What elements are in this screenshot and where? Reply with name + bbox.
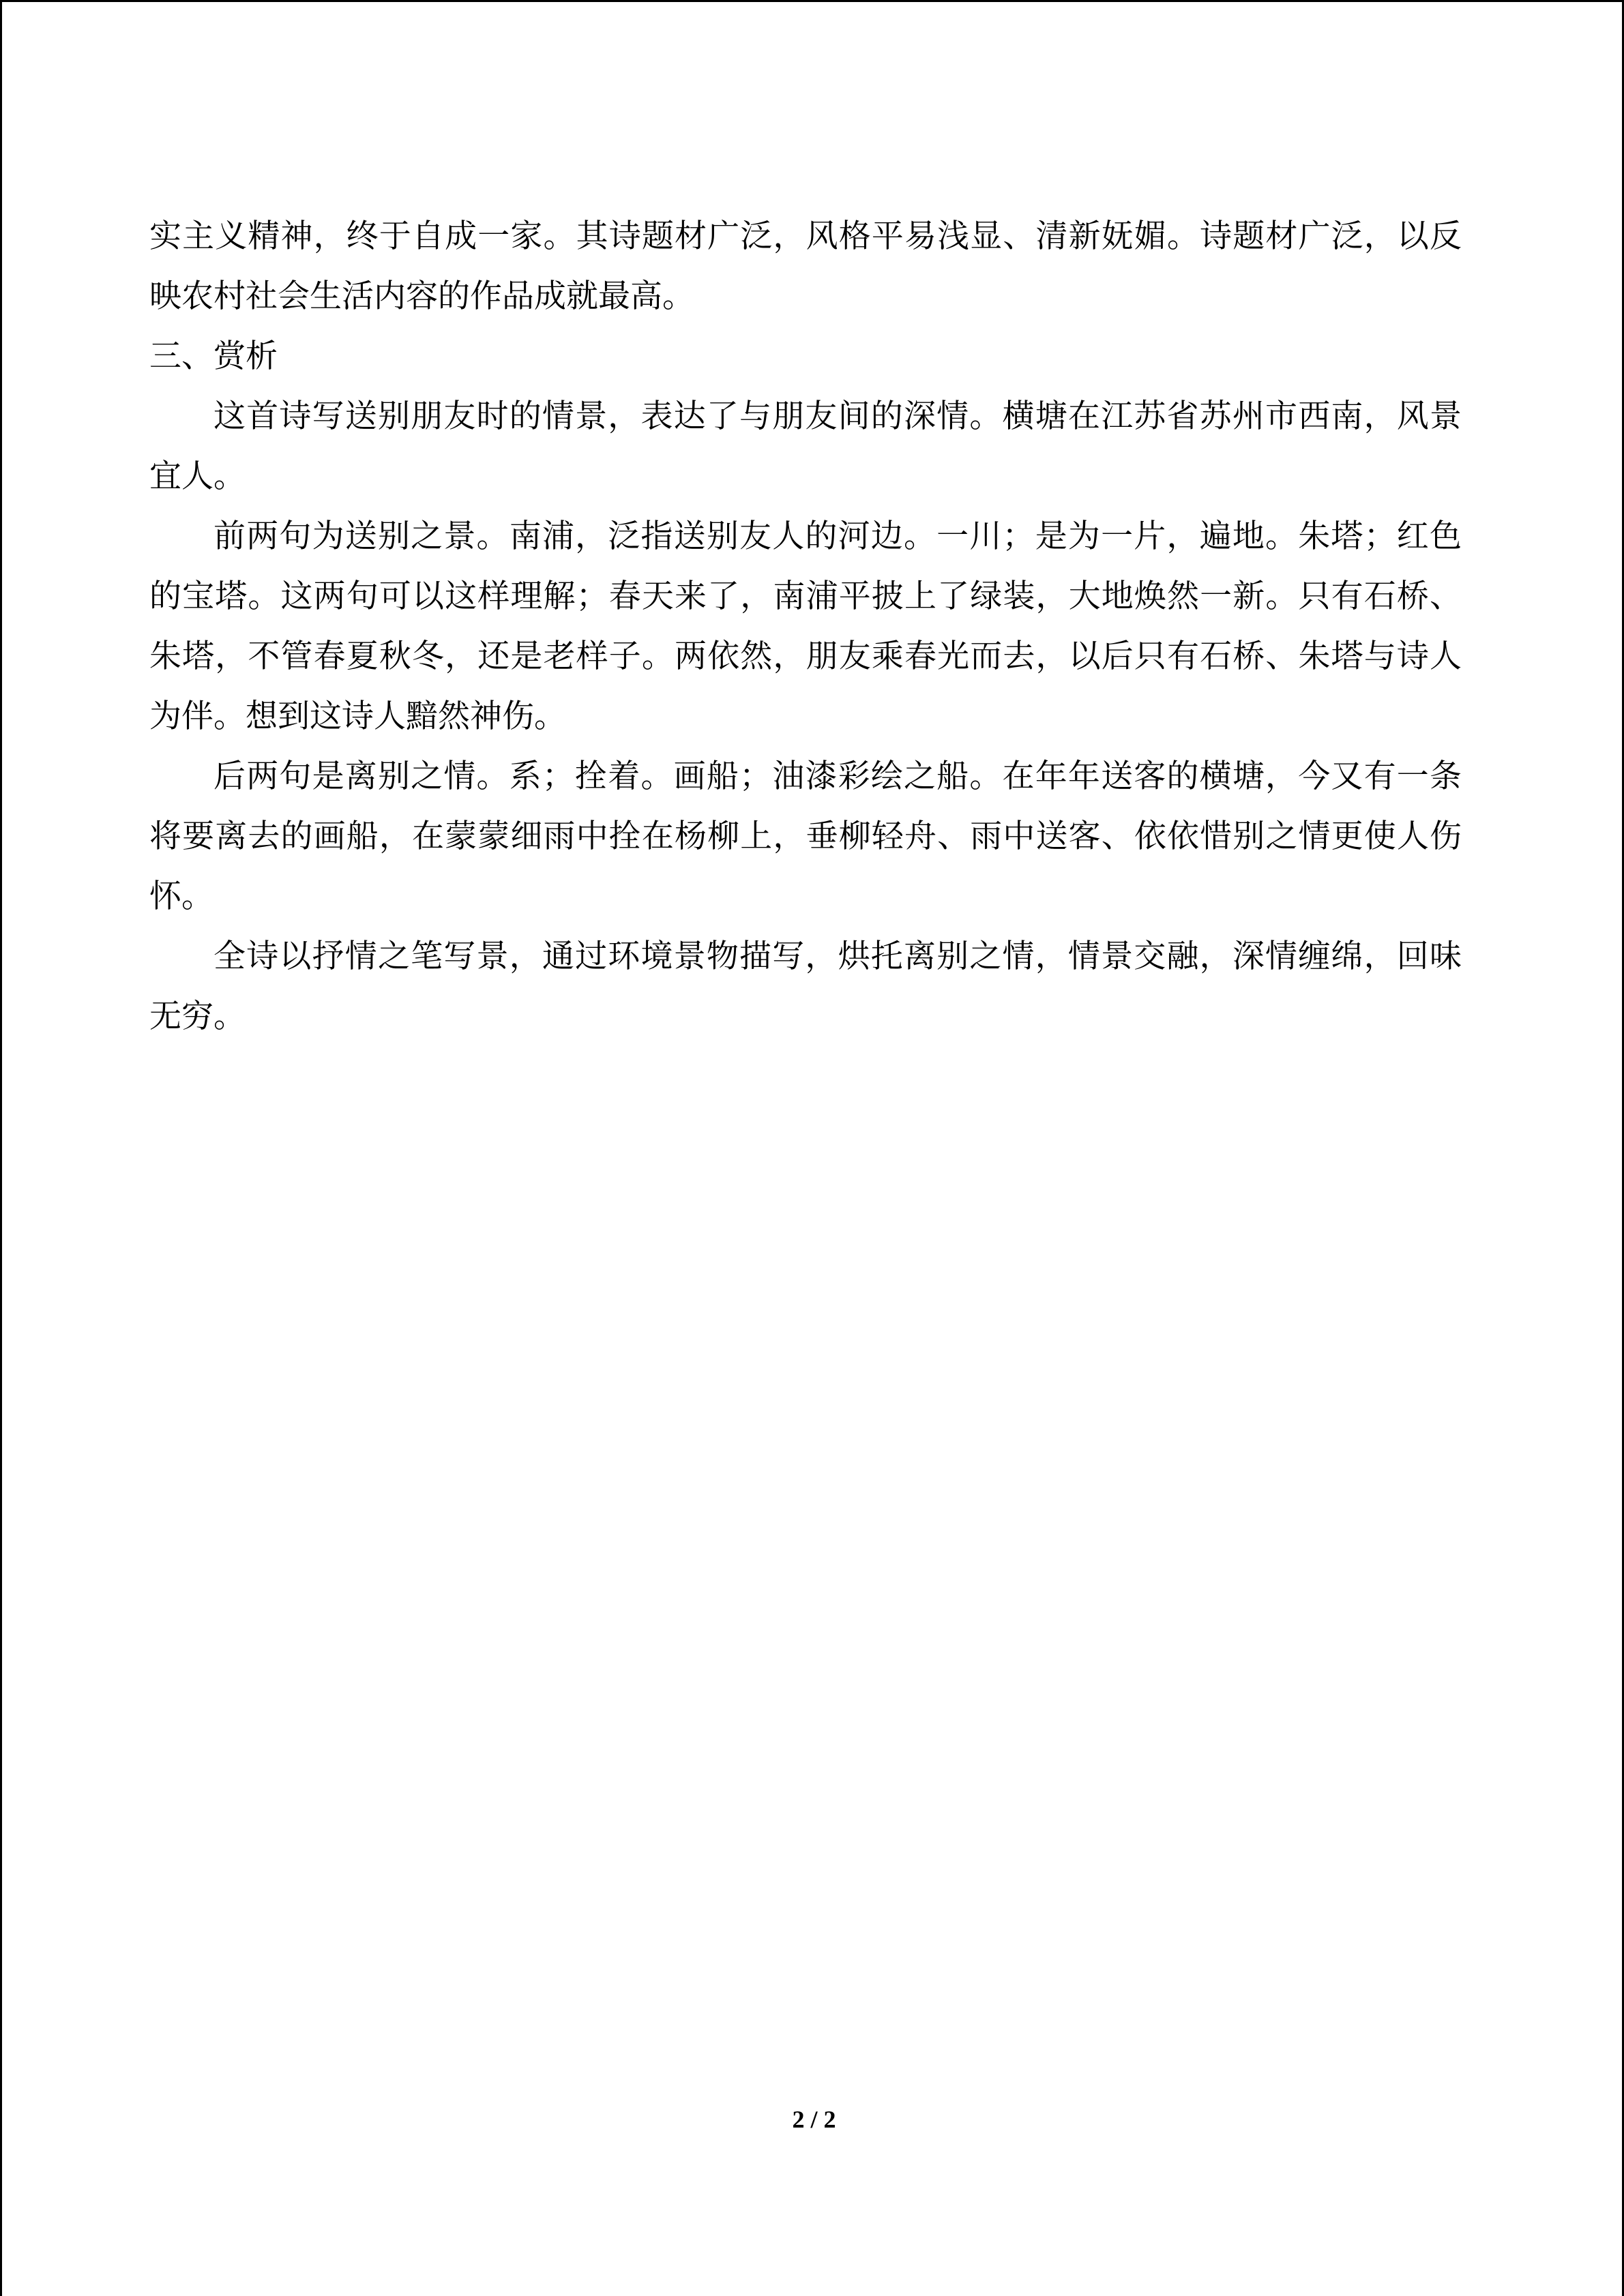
section-heading-appreciation: 三、赏析 bbox=[149, 338, 278, 375]
paragraph-conclusion: 全诗以抒情之笔写景，通过环境景物描写，烘托离别之情，情景交融，深情缠绵，回味无穷。 bbox=[149, 938, 1462, 1035]
document-body bbox=[149, 207, 1462, 1047]
paragraph-last-two-lines: 后两句是离别之情。系；拴着。画船；油漆彩绘之船。在年年送客的横塘，今又有一条将要离去的画船，在蒙蒙细雨中拴在杨柳上，垂柳轻舟、雨中送客、依依惜别之情更使人伤怀。 bbox=[149, 758, 1462, 915]
paragraph-overview: 这首诗写送别朋友时的情景，表达了与朋友间的深情。横塘在江苏省苏州市西南，风景宜人。 bbox=[149, 398, 1462, 495]
page-number: 2 / 2 bbox=[792, 2106, 836, 2133]
paragraph-first-two-lines: 前两句为送别之景。南浦，泛指送别友人的河边。一川；是为一片，遍地。朱塔；红色的宝塔。这两句可以这样理解；春天来了，南浦平披上了绿装，大地焕然一新。只有石桥、朱塔，不管春夏秋冬，还是老样子。两依然，朋友乘春光而去，以后只有石桥、朱塔与诗人为伴。想到这诗人黯然神伤。 bbox=[149, 518, 1462, 735]
paragraph-poet-intro-continued: 实主义精神，终于自成一家。其诗题材广泛，风格平易浅显、清新妩媚。诗题材广泛，以反映农村社会生活内容的作品成就最高。 bbox=[149, 218, 1462, 315]
